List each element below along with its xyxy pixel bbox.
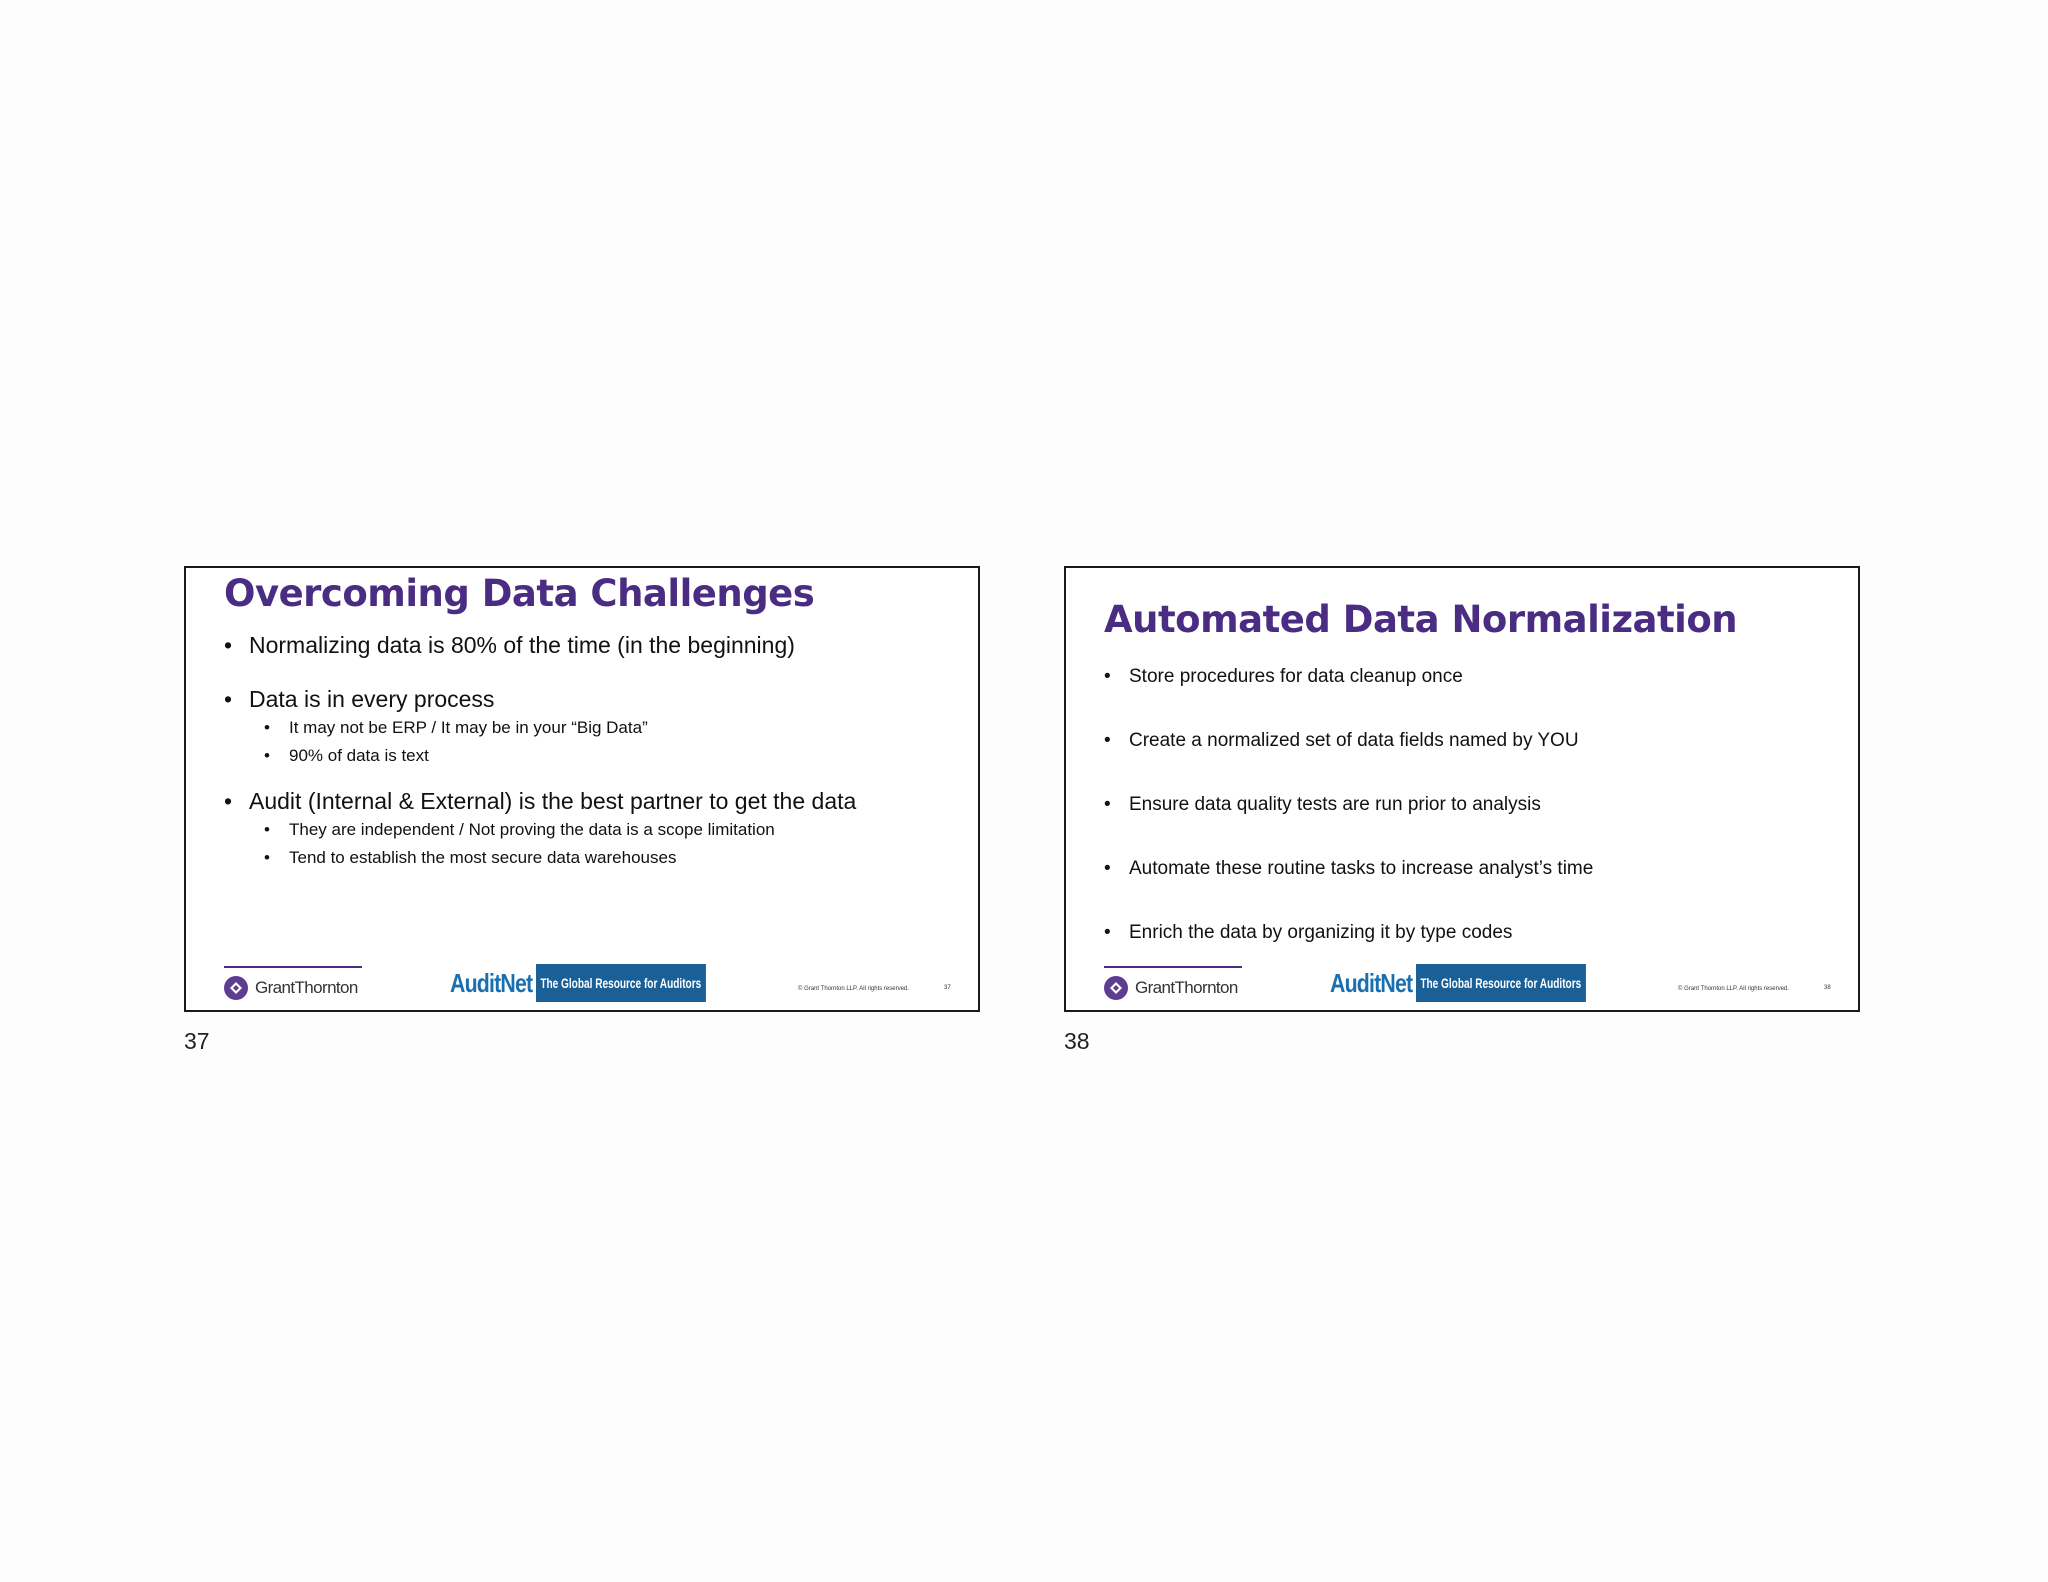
sub-bullet-item: • It may not be ERP / It may be in your “Big Data” — [264, 714, 954, 742]
slide-38 — [1064, 566, 1860, 1012]
slide-number: 38 — [1824, 985, 1831, 991]
auditnet-name: AuditNet — [450, 967, 533, 998]
bullet-list — [1104, 664, 1834, 984]
divider — [1104, 966, 1242, 968]
slide-footer — [186, 960, 978, 1010]
slide-footer — [1066, 960, 1858, 1010]
bullet-item: • Ensure data quality tests are run prior to analysis — [1104, 792, 1834, 818]
auditnet-name: AuditNet — [1330, 967, 1413, 998]
page-number: 38 — [1064, 1028, 1090, 1054]
auditnet-logo — [1330, 964, 1652, 1002]
divider — [224, 966, 362, 968]
grant-thornton-mark-icon — [224, 976, 248, 1000]
sub-bullet-item: • They are independent / Not proving the data is a scope limitation — [264, 816, 954, 844]
slide-number: 37 — [944, 985, 951, 991]
bullet-item: • Normalizing data is 80% of the time (in the beginning) — [224, 630, 954, 660]
bullet-item: • Store procedures for data cleanup once — [1104, 664, 1834, 690]
slide-37 — [184, 566, 980, 1012]
auditnet-tagline: The Global Resource for Auditors — [536, 964, 706, 1002]
auditnet-logo — [450, 964, 772, 1002]
bullet-item: • Automate these routine tasks to increase analyst’s time — [1104, 856, 1834, 882]
page-number: 37 — [184, 1028, 210, 1054]
copyright-notice: © Grant Thornton LLP. All rights reserved. — [1678, 986, 1789, 992]
bullet-item: • Audit (Internal & External) is the best partner to get the data — [224, 786, 954, 816]
bullet-item: • Data is in every process — [224, 684, 954, 714]
slide-title: Overcoming Data Challenges — [224, 572, 815, 615]
grant-thornton-mark-icon — [1104, 976, 1128, 1000]
sub-bullet-item: • Tend to establish the most secure data warehouses — [264, 844, 954, 872]
bullet-list — [224, 630, 954, 872]
sub-bullet-item: • 90% of data is text — [264, 742, 954, 770]
company-name: GrantThornton — [255, 978, 358, 997]
copyright-notice: © Grant Thornton LLP. All rights reserved. — [798, 986, 909, 992]
auditnet-tagline: The Global Resource for Auditors — [1416, 964, 1586, 1002]
company-name: GrantThornton — [1135, 978, 1238, 997]
grant-thornton-logo — [224, 976, 358, 1000]
bullet-item: • Enrich the data by organizing it by type codes — [1104, 920, 1834, 946]
bullet-item: • Create a normalized set of data fields named by YOU — [1104, 728, 1834, 754]
grant-thornton-logo — [1104, 976, 1238, 1000]
slide-title: Automated Data Normalization — [1104, 598, 1738, 641]
